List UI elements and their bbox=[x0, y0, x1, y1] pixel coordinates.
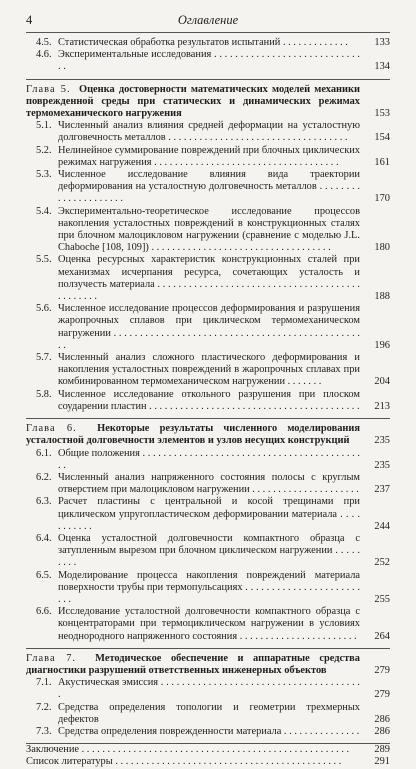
toc-backmatter-entry bbox=[26, 744, 390, 756]
page-header bbox=[26, 12, 390, 33]
section-number: 6.6. bbox=[36, 606, 52, 618]
table-of-contents bbox=[26, 37, 390, 769]
toc-section-entry bbox=[36, 496, 390, 533]
page-ref: 153 bbox=[374, 108, 390, 120]
toc-section-entry bbox=[36, 606, 390, 643]
running-title: Оглавление bbox=[177, 13, 239, 27]
page-ref: 237 bbox=[374, 484, 390, 496]
chapter-label: Глава 5. bbox=[26, 83, 71, 95]
section-number: 7.3. bbox=[36, 725, 52, 737]
page-ref: 244 bbox=[374, 520, 390, 532]
page-ref: 170 bbox=[374, 193, 390, 205]
section-number: 7.1. bbox=[36, 677, 52, 689]
section-title: Численное исследование процессов деформирования и разрушения жаропрочных сплавов при циклическом термомеханическом нагружении . . . . . . . . . . . . . . . . . . . . . . . . . . . . . . . . . . . . . . . . . . . . . . . . . bbox=[58, 303, 360, 351]
toc-section-entry bbox=[36, 472, 390, 496]
section-number: 5.1. bbox=[36, 120, 52, 132]
toc-section-entry bbox=[36, 533, 390, 570]
toc-section-entry bbox=[36, 702, 390, 726]
page-ref: 213 bbox=[374, 400, 390, 412]
section-title: Моделирование процесса накопления повреждений материала поверхности трубы при термопульсациях . . . . . . . . . . . . . . . . . . . . . . . . . bbox=[58, 569, 360, 605]
page-ref: 154 bbox=[374, 132, 390, 144]
section-divider bbox=[26, 648, 390, 649]
section-number: 4.5. bbox=[36, 37, 52, 48]
page-ref: 252 bbox=[374, 557, 390, 569]
section-title: Статистическая обработка результатов испытаний . . . . . . . . . . . . . bbox=[58, 37, 348, 48]
section-title: Оценка ресурсных характеристик конструкционных сталей при механизмах исчерпания ресурса, сочетающих усталость и ползучесть материала . . . . . . . . . . . . . . . . . . . . . . . . . . . . . . . . . . . . . . . . . . . . . . . bbox=[58, 254, 360, 303]
section-number: 5.3. bbox=[36, 169, 52, 181]
page-number: 4 bbox=[26, 13, 33, 27]
chapter-title: Оценка достоверности математических моделей механики поврежденной среды при статических и динамических режимах термомеханического нагружения bbox=[26, 83, 360, 120]
section-number: 6.3. bbox=[36, 496, 52, 508]
toc-section-entry bbox=[36, 254, 390, 303]
toc-section-entry bbox=[36, 570, 390, 607]
toc-backmatter-entry bbox=[26, 756, 390, 768]
section-number: 5.5. bbox=[36, 254, 52, 266]
toc-section-entry bbox=[36, 726, 390, 738]
section-title: Средства определения поврежденности материала . . . . . . . . . . . . . . . bbox=[58, 725, 360, 737]
page-ref: 289 bbox=[374, 744, 390, 756]
toc-section-entry bbox=[36, 352, 390, 389]
page-ref: 264 bbox=[374, 630, 390, 642]
page-ref: 133 bbox=[374, 37, 390, 48]
page-ref: 134 bbox=[374, 61, 390, 73]
toc-section-entry bbox=[36, 206, 390, 255]
page-ref: 279 bbox=[374, 689, 390, 701]
page-ref: 279 bbox=[374, 664, 390, 676]
section-title: Акустическая эмиссия . . . . . . . . . . . . . . . . . . . . . . . . . . . . . . . . . . . . . . . bbox=[58, 677, 360, 701]
page-ref: 235 bbox=[374, 435, 390, 447]
section-title: Общие положения . . . . . . . . . . . . . . . . . . . . . . . . . . . . . . . . . . . . . . . . . . . . bbox=[58, 447, 360, 471]
chapter-title: Методическое обеспечение и аппаратные средства диагностики разрушений ответственных инженерных объектов bbox=[26, 652, 360, 676]
section-divider bbox=[26, 79, 390, 80]
section-number: 5.2. bbox=[36, 144, 52, 156]
toc-chapter-entry bbox=[26, 84, 390, 121]
section-number: 5.7. bbox=[36, 352, 52, 364]
section-number: 6.2. bbox=[36, 471, 52, 483]
section-number: 6.4. bbox=[36, 532, 52, 544]
section-title: Средства определения топологии и геометрии трехмерных дефектов bbox=[58, 701, 360, 725]
page-ref: 286 bbox=[374, 725, 390, 737]
page-ref: 286 bbox=[374, 713, 390, 725]
page-ref: 180 bbox=[374, 242, 390, 254]
section-title: Численный анализ напряженного состояния полосы с круглым отверстием при малоцикловом нагружении . . . . . . . . . . . . . . . . . . . . . bbox=[58, 471, 360, 496]
toc-section-entry bbox=[36, 303, 390, 352]
page-ref: 235 bbox=[374, 459, 390, 471]
section-title: Численное исследование откольного разрушения при плоском соударении пластин . . . . . . . . . . . . . . . . . . . . . . . . . . . . . . . . . . . . . . . . . bbox=[58, 388, 360, 412]
chapter-label: Глава 7. bbox=[26, 652, 77, 664]
section-number: 5.8. bbox=[36, 388, 52, 400]
section-title: Оценка усталостной долговечности компактного образца с затупленным вырезом при блочном циклическом нагружении . . . . . . . . . bbox=[58, 532, 360, 569]
section-title: Численный анализ влияния средней деформации на усталостную долговечность металлов . . . . . . . . . . . . . . . . . . . . . . . . . . . . . . . . . . . bbox=[58, 120, 360, 144]
toc-section-entry bbox=[36, 169, 390, 206]
toc-section-entry bbox=[36, 448, 390, 472]
toc-section-entry bbox=[36, 120, 390, 144]
section-divider bbox=[26, 418, 390, 419]
page-ref: 255 bbox=[374, 593, 390, 605]
toc-section-entry bbox=[36, 37, 390, 49]
page-ref: 291 bbox=[374, 756, 390, 768]
page-ref: 196 bbox=[374, 339, 390, 351]
toc-chapter-entry bbox=[26, 653, 390, 677]
section-title: Численный анализ сложного пластического деформирования и накопления усталостных повреждений в жаропрочных сплавах при комбинированном термомеханическом нагружении . . . . . . . bbox=[58, 352, 360, 388]
backmatter-title: Заключение . . . . . . . . . . . . . . . . . . . . . . . . . . . . . . . . . . . . . . . . . . . . . . . . . . . . bbox=[26, 744, 350, 756]
section-number: 4.6. bbox=[36, 49, 52, 61]
chapter-label: Глава 6. bbox=[26, 423, 77, 435]
section-number: 5.4. bbox=[36, 205, 52, 217]
toc-section-entry bbox=[36, 389, 390, 413]
section-title: Исследование усталостной долговечности компактного образца с концентраторами при термоциклическом нагружении в условиях неоднородного напряженного состояния . . . . . . . . . . . . . . . . . . . . . . . bbox=[58, 606, 360, 642]
section-number: 7.2. bbox=[36, 701, 52, 713]
page-ref: 188 bbox=[374, 291, 390, 303]
section-number: 6.1. bbox=[36, 447, 52, 459]
backmatter-title: Список литературы . . . . . . . . . . . . . . . . . . . . . . . . . . . . . . . . . . . . . . . . . . . . bbox=[26, 756, 342, 768]
toc-section-entry bbox=[36, 49, 390, 73]
toc-chapter-entry bbox=[26, 423, 390, 447]
toc-section-entry bbox=[36, 677, 390, 701]
section-title: Нелинейное суммирование повреждений при блочных циклических режимах нагружения . . . . . . . . . . . . . . . . . . . . . . . . . . . . . . . . . . . . bbox=[58, 144, 360, 168]
section-title: Экспериментально-теоретическое исследование процессов накопления усталостных повреждений в конструкционных сталях при блочном малоцикловом нагружении (сравнение с моделью J.L. Chaboche [108, 109]) . . . . . . . . . . . . . . . . . . . . . . . . . . . . . . . . . . . bbox=[58, 205, 360, 254]
page-ref: 161 bbox=[374, 156, 390, 168]
chapter-title: Некоторые результаты численного моделирования усталостной долговечности элементов и узлов несущих конструкций bbox=[26, 423, 360, 447]
page-ref: 204 bbox=[374, 376, 390, 388]
toc-section-entry bbox=[36, 145, 390, 169]
section-number: 6.5. bbox=[36, 569, 52, 581]
section-title: Численное исследование влияния вида траектории деформирования на усталостную долговечность металлов . . . . . . . . . . . . . . . . . . . . . bbox=[58, 169, 360, 205]
section-number: 5.6. bbox=[36, 303, 52, 315]
section-title: Расчет пластины с центральной и косой трещинами при циклическом упругопластическом деформировании материала . . . . . . . . . . . bbox=[58, 496, 360, 532]
section-title: Экспериментальные исследования . . . . . . . . . . . . . . . . . . . . . . . . . . . . . . bbox=[58, 49, 360, 73]
